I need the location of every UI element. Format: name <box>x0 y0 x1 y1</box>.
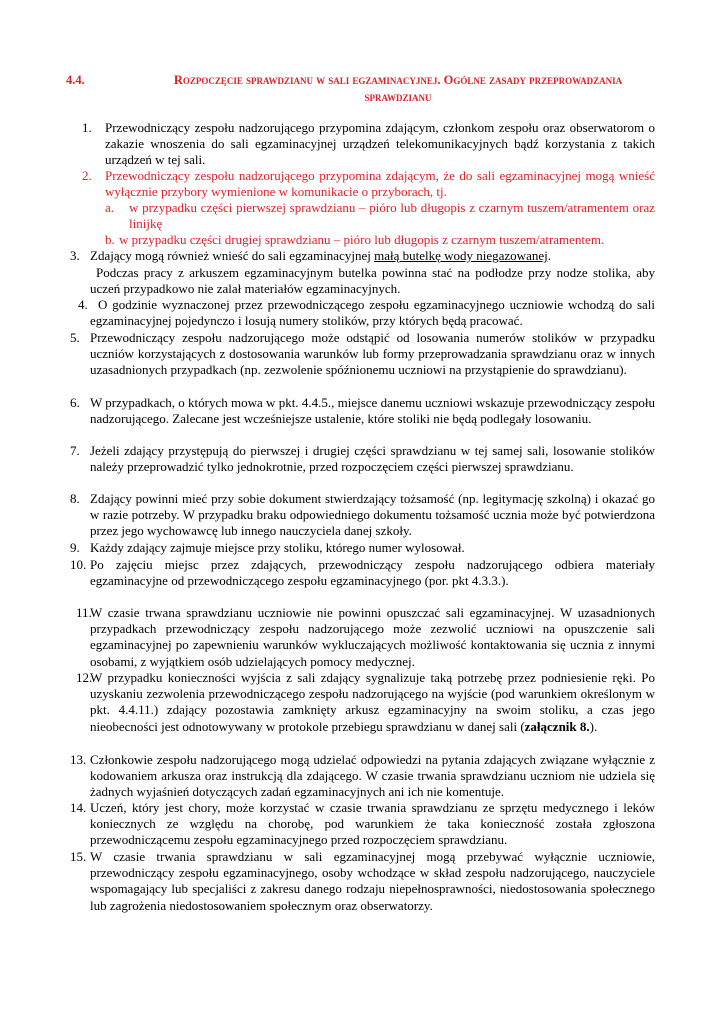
item-number: 12. <box>76 670 93 685</box>
item-number: 14. <box>70 800 87 815</box>
item-number: 6. <box>70 395 80 410</box>
list-item-14 <box>70 800 655 849</box>
list-item-2 <box>82 168 655 200</box>
item-text: W przypadku konieczności wyjścia z sali zdający sygnalizuje taką potrzebę przez podniesienie ręki. Po uzyskaniu zezwolenia przewodniczącego zespołu nadzorującego na wyjście (pod warunkiem określonym w pkt. 4.4.11.) zdający pozostawia zamknięty arkusz egzaminacyjny na swoim stoliku, a czas jego nieobecności jest odnotowywany w protokole przebiegu sprawdzianu w danej sali (załącznik 8.). <box>90 670 655 734</box>
list-item-11 <box>76 605 655 670</box>
item-text: w przypadku części pierwszej sprawdzianu – pióro lub długopis z czarnym tuszem/atramentem oraz linijkę <box>129 200 655 232</box>
item-text: Przewodniczący zespołu nadzorującego przypomina zdającym, członkom zespołu oraz obserwatorom o zakazie wnoszenia do sali egzaminacyjnej urządzeń telekomunikacyjnych bądź korzystania z takich urządzeń w tej sali. <box>105 120 655 168</box>
item-text: Przewodniczący zespołu nadzorującego przypomina zdającym, że do sali egzaminacyjnej mogą wnieść wyłącznie przybory wymienione w komunikacie o przyborach, tj. <box>105 168 655 200</box>
list-item-12 <box>76 670 655 735</box>
item-number: 13. <box>70 752 87 767</box>
list-item-15 <box>70 849 655 914</box>
item-text: Jeżeli zdający przystępują do pierwszej i drugiej części sprawdzianu w tej samej sali, losowanie stolików należy przeprowadzić tylko jednokrotnie, przed rozpoczęciem części pierwszej sprawdzianu. <box>90 443 655 475</box>
item-text: Uczeń, który jest chory, może korzystać w czasie trwania sprawdzianu ze sprzętu medycznego i leków koniecznych ze względu na chorobę, pod warunkiem że taka konieczność została zgłoszona przewodniczącemu zespołu egzaminacyjnego przed rozpoczęciem sprawdzianu. <box>90 800 655 848</box>
item-number: 11. <box>76 605 92 620</box>
list-item-3 <box>70 248 655 298</box>
list-item-2b <box>105 232 655 248</box>
item-text: Zdający mogą również wnieść do sali egzaminacyjnej małą butelkę wody niegazowanej. <box>90 248 551 263</box>
section-number: 4.4. <box>66 73 85 87</box>
item-number: 8. <box>70 491 80 506</box>
list-item-8 <box>70 491 655 540</box>
list-item-7 <box>70 443 655 475</box>
item-text: Po zajęciu miejsc przez zdających, przewodniczący zespołu nadzorującego odbiera materiały egzaminacyjne od przewodniczącego zespołu egzaminacyjnego (por. pkt 4.3.3.). <box>90 557 655 589</box>
item-text: O godzinie wyznaczonej przez przewodniczącego zespołu egzaminacyjnego uczniowie wchodzą do sali egzaminacyjnej pojedynczo i losują numery stolików, przy których będą pracować. <box>90 297 655 329</box>
item-text: Przewodniczący zespołu nadzorującego może odstąpić od losowania numerów stolików w przypadku uczniów korzystających z dostosowania warunków lub formy przeprowadzania sprawdzianu oraz w innych uzasadnionych przypadkach (np. zezwolenie spóźnionemu uczniowi na przystąpienie do sprawdzianu). <box>90 330 655 378</box>
list-item-6 <box>70 395 655 427</box>
item-text: Członkowie zespołu nadzorującego mogą udzielać odpowiedzi na pytania zdających związane wyłącznie z kodowaniem arkusza oraz instrukcją dla zdającego. W czasie trwania sprawdzianu uczniom nie udziela się żadnych wyjaśnień dotyczących zadań egzaminacyjnych ani ich nie komentuje. <box>90 752 655 800</box>
list-item-13 <box>70 752 655 801</box>
section-title <box>118 72 678 106</box>
item-number: 4. <box>78 297 88 312</box>
item-number: 5. <box>70 330 80 345</box>
list-item-5 <box>70 330 655 379</box>
item-number: 2. <box>82 168 92 183</box>
item-number: 1. <box>82 120 92 135</box>
item-number: 10. <box>70 557 87 572</box>
item-text: W czasie trwana sprawdzianu uczniowie nie powinni opuszczać sali egzaminacyjnej. W uzasadnionych przypadkach przewodniczący zespołu nadzorującego może zezwolić uczniowi na opuszczenie sali egzaminacyjnej po zapewnieniu warunków wykluczających możliwość kontaktowania się ucznia z innymi osobami, z wyjątkiem osób udzielających pomocy medycznej. <box>90 605 655 669</box>
list-item-10 <box>70 557 655 589</box>
item-text: W przypadkach, o których mowa w pkt. 4.4.5., miejsce danemu uczniowi wskazuje przewodniczący zespołu nadzorującego. Zalecane jest wcześniejsze ustalenie, które stoliki nie będą podlegały losowaniu. <box>90 395 655 427</box>
attachment-reference: załącznik 8. <box>524 718 590 734</box>
list-item-9 <box>70 540 655 556</box>
section-title-line-1: Rozpoczęcie sprawdzianu w sali egzaminacyjnej. Ogólne zasady przeprowadzania <box>173 73 623 87</box>
item-text: W czasie trwania sprawdzianu w sali egzaminacyjnej mogą przebywać wyłącznie uczniowie, przewodniczący zespołu egzaminacyjnego, osoby wchodzące w skład zespołu nadzorującego, nauczyciele wspomagający lub specjaliści z zakresu danego rodzaju niepełnosprawności, niedostosowania społecznego lub zagrożenia niedostosowaniem społecznym oraz obserwatorzy. <box>90 849 655 913</box>
item-number: 15. <box>70 849 87 864</box>
section-title-line-2: sprawdzianu <box>364 90 432 104</box>
item-number: 9. <box>70 540 80 555</box>
item-number: b. <box>105 232 115 247</box>
item-paragraph-2: Podczas pracy z arkuszem egzaminacyjnym butelka powinna stać na podłodze przy nodze stolika, aby uczeń przypadkowo nie zalał materiałów egzaminacyjnych. <box>90 265 655 297</box>
item-number: 7. <box>70 443 80 458</box>
list-item-1 <box>82 120 655 169</box>
item-number: 3. <box>70 248 80 263</box>
water-bottle-underlined: małą butelkę wody niegazowanej <box>374 248 548 263</box>
item-text: Zdający powinni mieć przy sobie dokument stwierdzający tożsamość (np. legitymację szkolną) i okazać go w razie potrzeby. W przypadku braku odpowiedniego dokumentu tożsamość ucznia może być potwierdzona przez jego wychowawcę lub innego nauczyciela danej szkoły. <box>90 491 655 539</box>
list-item-4 <box>78 297 655 329</box>
item-text: Każdy zdający zajmuje miejsce przy stoliku, którego numer wylosował. <box>90 540 465 555</box>
item-number: a. <box>105 200 115 215</box>
item-text: w przypadku części drugiej sprawdzianu – pióro lub długopis z czarnym tuszem/atramentem. <box>119 232 605 247</box>
list-item-2a <box>105 200 655 232</box>
